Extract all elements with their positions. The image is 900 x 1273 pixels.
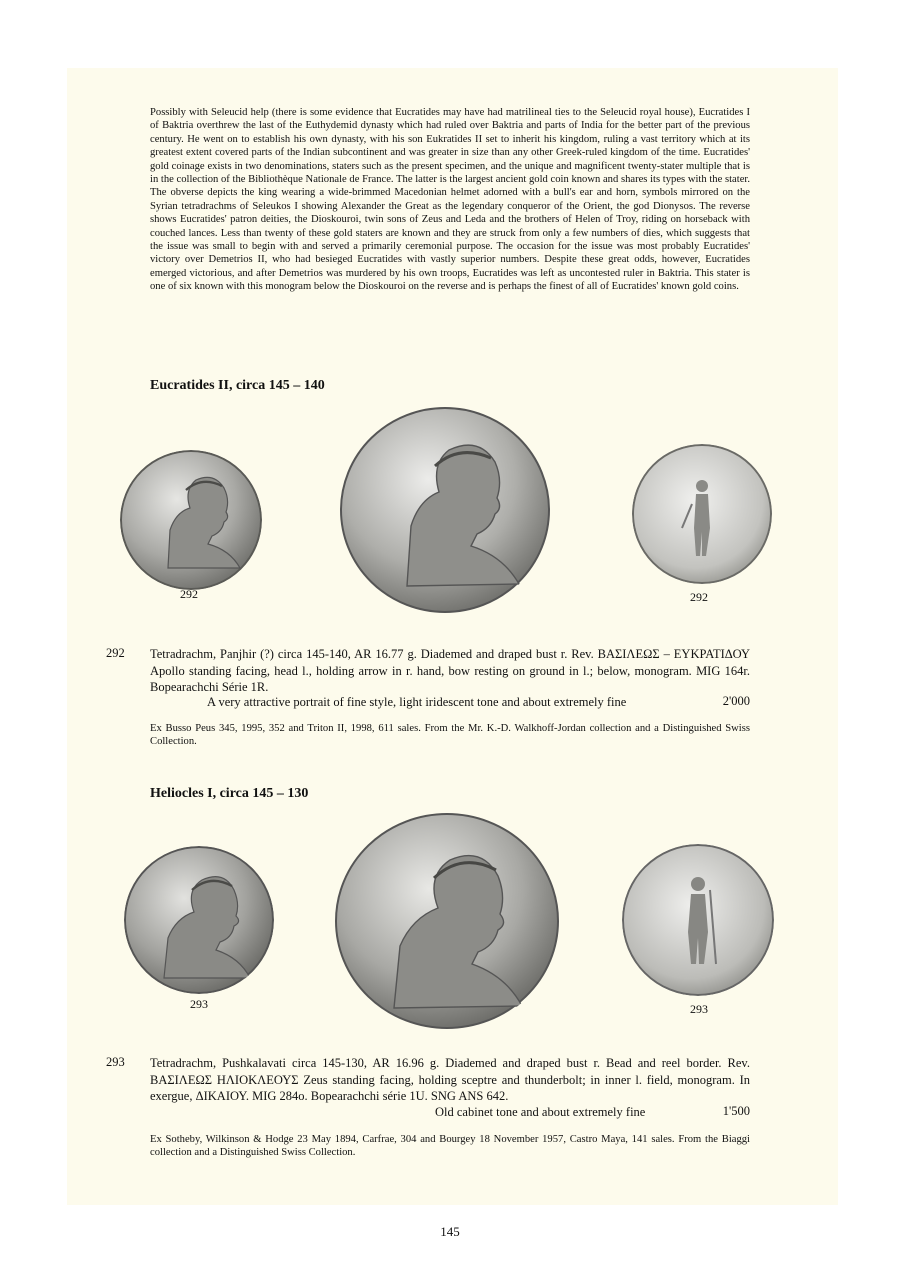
coin-292-reverse-label: 292 — [690, 590, 708, 604]
lot-number-292: 292 — [106, 646, 125, 660]
lot-description-292: Tetradrachm, Panjhir (?) circa 145-140, AR 16.77 g. Diademed and draped bust r. Rev. ΒΑΣΙΛΕΩΣ – ΕΥΚΡΑΤΙΔΟΥ Apollo standing facing, head l., holding arrow in r. hand, bow resting on ground in l.; below, monogram. MIG 164r. Bopearachchi Série 1R. — [150, 647, 750, 694]
section-title-eucratides-ii: Eucratides II, circa 145 – 140 — [150, 378, 325, 393]
coin-293-reverse-label: 293 — [690, 1002, 708, 1016]
lot-provenance-292: Ex Busso Peus 345, 1995, 352 and Triton II, 1998, 611 sales. From the Mr. K.-D. Walkhoff-Jordan collection and a Distinguished Swiss Collection. — [150, 723, 750, 748]
lot-price-293: 1'500 — [722, 1104, 750, 1118]
lot-number-293: 293 — [106, 1055, 125, 1069]
coin-293-reverse-image — [622, 844, 774, 996]
coin-293-obverse-enlarged-image — [334, 812, 560, 1030]
coin-292-reverse-image — [632, 444, 772, 584]
coin-292-obverse-image — [120, 450, 262, 590]
coin-293-obverse-label: 293 — [190, 997, 208, 1011]
lot-verdict-292: A very attractive portrait of fine style, light iridescent tone and about extremely fine — [207, 695, 627, 709]
coin-293-obverse-image — [124, 846, 274, 994]
lot-verdict-293: Old cabinet tone and about extremely fine — [435, 1105, 646, 1119]
page-number: 145 — [440, 1224, 460, 1239]
lot-description-293: Tetradrachm, Pushkalavati circa 145-130, AR 16.96 g. Diademed and draped bust r. Bead and reel border. Rev. ΒΑΣΙΛΕΩΣ ΗΛΙΟΚΛΕΟΥΣ Zeus standing facing, holding sceptre and thunderbolt; in inner l. field, monogram. In exergue, ΔΙΚΑΙΟΥ. MIG 284o. Bopearachchi série 1U. SNG ANS 642. — [150, 1056, 750, 1103]
intro-paragraph: Possibly with Seleucid help (there is some evidence that Eucratides may have had matrilineal ties to the Seleucid royal house), Eucratides I of Baktria overthrew the last of the Euthydemid dynasty which had ruled over Baktria and parts of India for the better part of the previous century. He went on to establish his own dynasty, with his son Eukratides II set to inherit his kingdom, ruling a vast territory which at its greatest extent covered parts of the Indian subcontinent and was greater in size than any other Greek-ruled kingdom of the time. Eucratides' gold coinage exists in two denominations, staters such as the present specimen, and the unique and magnificent twenty-stater multiple that is in the collection of the Bibliothèque Nationale de France. The latter is the largest ancient gold coin known and shares its types with the stater. The obverse depicts the king wearing a wide-brimmed Macedonian helmet adorned with a bull's ear and horn, symbols mirrored on the Syrian tetradrachms of Seleukos I showing Alexander the Great as the legendary conqueror of the Orient, the god Dionysos. The reverse shows Eucratides' patron deities, the Dioskouroi, twin sons of Zeus and Leda and the brothers of Helen of Troy, riding on horseback with couched lances. Less than twenty of these gold staters are known and they are struck from only a few numbers of dies, which suggests that the issue was small to begin with and served a primarily ceremonial purpose. The occasion for the issue was most probably Eucratides' victory over Demetrios II, who had besieged Eucratides with vastly superior numbers. Despite these great odds, however, Eucratides emerged victorious, and after Demetrios was murdered by his own troops, Eucratides was left as uncontested ruler in Baktria. This stater is one of six known with this monogram below the Dioskouroi on the reverse and is perhaps the finest of all of Eucratides' known gold coins. — [150, 107, 750, 293]
section-title-heliocles-i: Heliocles I, circa 145 – 130 — [150, 786, 309, 801]
lot-price-292: 2'000 — [722, 694, 750, 708]
coin-292-obverse-label: 292 — [180, 587, 198, 601]
coin-292-obverse-enlarged-image — [339, 406, 551, 614]
lot-provenance-293: Ex Sotheby, Wilkinson & Hodge 23 May 1894, Carfrae, 304 and Bourgey 18 November 1957, Castro Maya, 141 sales. From the Biaggi collection and a Distinguished Swiss Collection. — [150, 1134, 750, 1159]
